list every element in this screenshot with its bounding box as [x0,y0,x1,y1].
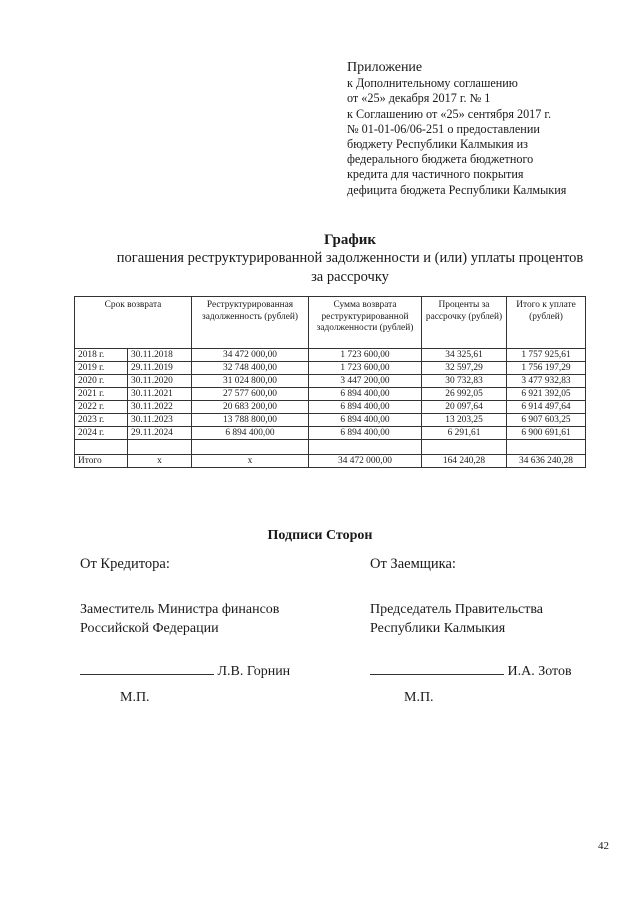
appendix-heading: Приложение [347,60,423,75]
cell-repay: 6 894 400,00 [309,414,422,427]
cell-year: 2020 г. [75,375,128,388]
appendix-line: к Дополнительному соглашению [347,76,518,91]
cell-total-date: х [128,455,192,468]
position-line: Республики Калмыкия [370,621,506,636]
cell-debt: 13 788 800,00 [192,414,309,427]
table-row [75,414,586,427]
cell-date: 30.11.2023 [128,414,192,427]
position-line: Председатель Правительства [370,602,543,617]
cell-total-debt: х [192,455,309,468]
cell-year: 2022 г. [75,401,128,414]
signature-underline [80,662,214,675]
cell-year: 2021 г. [75,388,128,401]
cell-interest: 20 097,64 [422,401,507,414]
cell-total-label: Итого [75,455,128,468]
schedule-subtitle [80,249,620,287]
cell-debt: 34 472 000,00 [192,349,309,362]
cell-year: 2019 г. [75,362,128,375]
cell-total-interest: 164 240,28 [422,455,507,468]
appendix-line: от «25» декабря 2017 г. № 1 [347,91,491,106]
cell-total-repay: 34 472 000,00 [309,455,422,468]
cell-total: 1 756 197,29 [507,362,586,375]
cell-total: 6 914 497,64 [507,401,586,414]
cell-debt: 32 748 400,00 [192,362,309,375]
cell-total: 3 477 932,83 [507,375,586,388]
cell-interest: 6 291,61 [422,427,507,440]
table-row [75,427,586,440]
cell-interest: 26 992,05 [422,388,507,401]
creditor-name: Л.В. Горнин [217,664,291,679]
col-header-term: Срок возврата [75,297,192,349]
cell-date: 30.11.2022 [128,401,192,414]
creditor-block [80,556,340,705]
creditor-signature-line [80,662,290,680]
cell-total: 6 907 603,25 [507,414,586,427]
cell-year: 2018 г. [75,349,128,362]
borrower-name: И.А. Зотов [507,664,572,679]
appendix-line: кредита для частичного покрытия [347,167,524,182]
table-header-row [75,297,586,349]
cell-date: 30.11.2018 [128,349,192,362]
cell-date: 30.11.2020 [128,375,192,388]
borrower-party: От Заемщика: [370,556,456,572]
cell-year: 2023 г. [75,414,128,427]
cell-debt: 27 577 600,00 [192,388,309,401]
col-header-interest: Проценты за рассрочку (рублей) [422,297,507,349]
cell-date: 29.11.2019 [128,362,192,375]
cell-interest: 34 325,61 [422,349,507,362]
cell-repay: 1 723 600,00 [309,349,422,362]
position-line: Заместитель Министра финансов [80,602,280,617]
schedule-title: График [323,232,377,248]
col-header-debt: Реструктурированная задолженность (рублей) [192,297,309,349]
cell-date: 29.11.2024 [128,427,192,440]
cell-total: 1 757 925,61 [507,349,586,362]
appendix-line: № 01-01-06/06-251 о предоставлении [347,121,540,136]
appendix-line: бюджету Республики Калмыкия из [347,137,528,152]
table-total-row [75,455,586,468]
appendix-line: дефицита бюджета Республики Калмыкия [347,182,567,197]
borrower-position [370,600,620,638]
borrower-stamp: М.П. [404,690,434,705]
signature-underline [370,662,504,675]
cell-total: 6 900 691,61 [507,427,586,440]
borrower-block [370,556,620,705]
cell-year: 2024 г. [75,427,128,440]
appendix-line: к Соглашению от «25» сентября 2017 г. [347,106,552,121]
table-row [75,349,586,362]
cell-total-sum: 34 636 240,28 [507,455,586,468]
position-line: Российской Федерации [80,621,219,636]
cell-repay: 6 894 400,00 [309,427,422,440]
signatures-title: Подписи Сторон [267,528,373,543]
creditor-position [80,600,340,638]
appendix-note [347,60,622,198]
table-row [75,375,586,388]
page-number: 42 [598,840,609,852]
cell-interest: 13 203,25 [422,414,507,427]
cell-repay: 6 894 400,00 [309,388,422,401]
cell-debt: 20 683 200,00 [192,401,309,414]
col-header-repay: Сумма возврата реструктурированной задолженности (рублей) [309,297,422,349]
cell-debt: 31 024 800,00 [192,375,309,388]
cell-date: 30.11.2021 [128,388,192,401]
cell-interest: 32 597,29 [422,362,507,375]
col-header-total: Итого к уплате (рублей) [507,297,586,349]
cell-repay: 6 894 400,00 [309,401,422,414]
cell-repay: 3 447 200,00 [309,375,422,388]
subtitle-line: погашения реструктурированной задолженности и (или) уплаты процентов [116,250,584,266]
table-row [75,388,586,401]
table-row [75,362,586,375]
cell-interest: 30 732,83 [422,375,507,388]
creditor-stamp: М.П. [120,690,150,705]
cell-debt: 6 894 400,00 [192,427,309,440]
borrower-signature-line [370,662,572,680]
subtitle-line: за рассрочку [311,269,389,285]
appendix-line: федерального бюджета бюджетного [347,152,534,167]
schedule-table [74,296,586,468]
table-row [75,401,586,414]
creditor-party: От Кредитора: [80,556,170,572]
cell-total: 6 921 392,05 [507,388,586,401]
table-row-empty [75,440,586,455]
cell-repay: 1 723 600,00 [309,362,422,375]
